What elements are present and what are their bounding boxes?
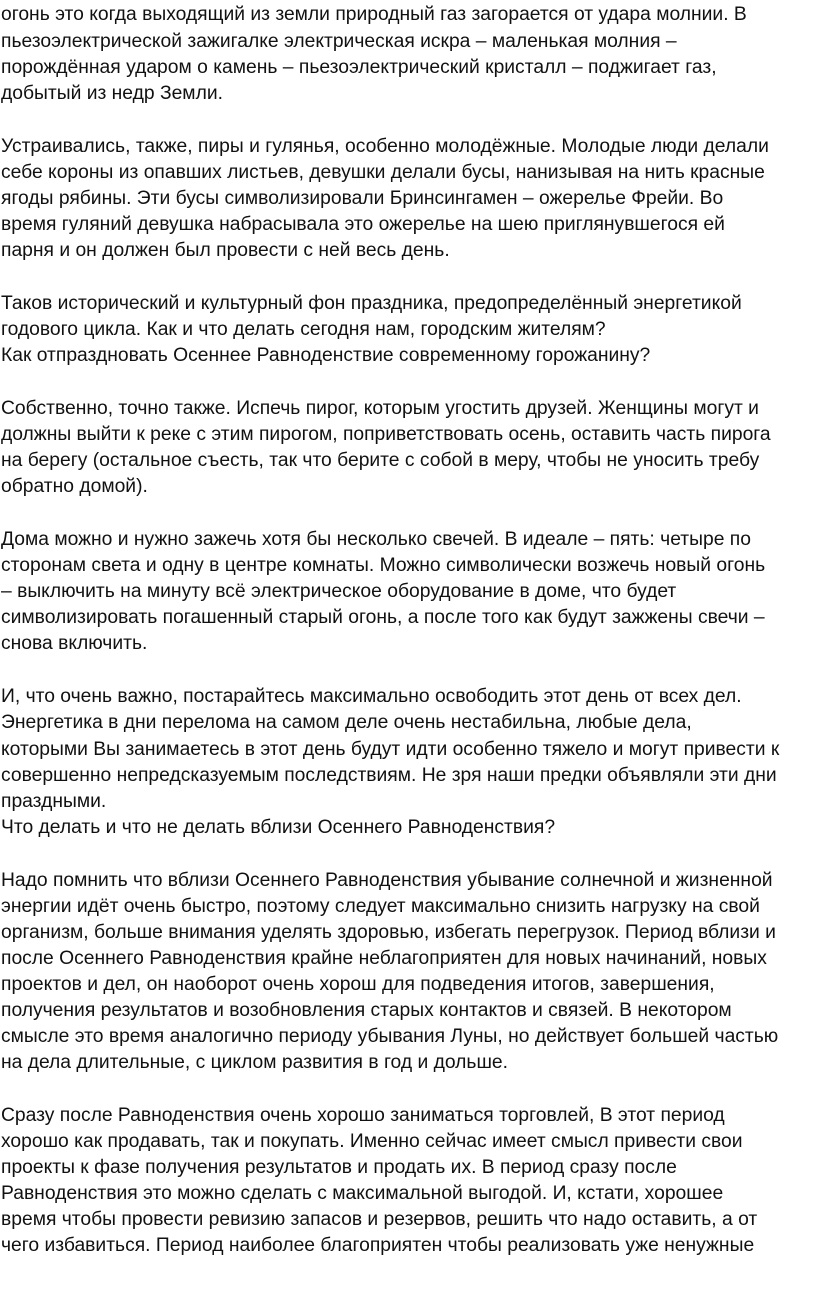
text-line: ягоды рябины. Эти бусы символизировали Бринсингамен – ожерелье Фрейи. Во [1, 188, 724, 209]
text-line: должны выйти к реке с этим пирогом, поприветствовать осень, оставить часть пирога [1, 424, 771, 445]
text-line: Что делать и что не делать вблизи Осеннего Равноденствия? [1, 817, 556, 838]
text-line: проектов и дел, он наоборот очень хорош для подведения итогов, завершения, [1, 974, 715, 995]
text-line: на дела длительные, с циклом развития в год и дольше. [1, 1052, 508, 1073]
text-line: Дома можно и нужно зажечь хотя бы несколько свечей. В идеале – пять: четыре по [1, 529, 751, 550]
text-line: символизировать погашенный старый огонь, а после того как будут зажжены свечи – [1, 607, 765, 628]
text-line: на берегу (остальное съесть, так что берите с собой в меру, чтобы не уносить требу [1, 450, 760, 471]
text-line: снова включить. [1, 633, 148, 654]
text-line: огонь это когда выходящий из земли природный газ загорается от удара молнии. В [1, 4, 747, 25]
text-line: порождённая ударом о камень – пьезоэлектрический кристалл – поджигает газ, [1, 57, 717, 78]
text-line: обратно домой). [1, 476, 148, 497]
text-line: совершенно непредсказуемым последствиям. Не зря наши предки объявляли эти дни [1, 765, 777, 786]
text-line: годового цикла. Как и что делать сегодня нам, городским жителям? [1, 319, 606, 340]
text-line: Таков исторический и культурный фон праздника, предопределённый энергетикой [1, 293, 742, 314]
text-line: время чтобы провести ревизию запасов и резервов, решить что надо оставить, а от [1, 1209, 758, 1230]
text-line: чего избавиться. Период наиболее благоприятен чтобы реализовать уже ненужные [1, 1235, 755, 1256]
text-line: сторонам света и одну в центре комнаты. Можно символически возжечь новый огонь [1, 555, 766, 576]
text-line: Как отпраздновать Осеннее Равноденствие современному горожанину? [1, 345, 651, 366]
text-line: проекты к фазе получения результатов и продать их. В период сразу после [1, 1157, 677, 1178]
text-line: Сразу после Равноденствия очень хорошо заниматься торговлей, В этот период [1, 1105, 725, 1126]
text-line: парня и он должен был провести с ней весь день. [1, 240, 450, 261]
text-line: время гуляний девушка набрасывала это ожерелье на шею приглянувшегося ей [1, 214, 725, 235]
text-line: себе короны из опавших листьев, девушки делали бусы, нанизывая на нить красные [1, 162, 765, 183]
text-line: Надо помнить что вблизи Осеннего Равноденствия убывание солнечной и жизненной [1, 870, 773, 891]
text-line: пьезоэлектрической зажигалке электрическая искра – маленькая молния – [1, 31, 677, 52]
text-line: И, что очень важно, постарайтесь максимально освободить этот день от всех дел. [1, 686, 742, 707]
text-line: Собственно, точно также. Испечь пирог, которым угостить друзей. Женщины могут и [1, 398, 759, 419]
text-line: получения результатов и возобновления старых контактов и связей. В некотором [1, 1000, 732, 1021]
text-line: после Осеннего Равноденствия крайне неблагоприятен для новых начинаний, новых [1, 948, 767, 969]
text-line: которыми Вы занимаетесь в этот день будут идти особенно тяжело и могут привести к [1, 739, 780, 760]
text-line: – выключить на минуту всё электрическое оборудование в доме, что будет [1, 581, 677, 602]
text-line: праздными. [1, 791, 107, 812]
text-line: энергии идёт очень быстро, поэтому следует максимально снизить нагрузку на свой [1, 896, 760, 917]
text-line: смысле это время аналогично периоду убывания Луны, но действует большей частью [1, 1026, 779, 1047]
text-line: хорошо как продавать, так и покупать. Именно сейчас имеет смысл привести свои [1, 1131, 743, 1152]
text-line: организм, больше внимания уделять здоровью, избегать перегрузок. Период вблизи и [1, 922, 776, 943]
text-line: Равноденствия это можно сделать с максимальной выгодой. И, кстати, хорошее [1, 1183, 724, 1204]
text-line: Устраивались, также, пиры и гулянья, особенно молодёжные. Молодые люди делали [1, 136, 769, 157]
text-line: добытый из недр Земли. [1, 83, 223, 104]
text-line: Энергетика в дни перелома на самом деле очень нестабильна, любые дела, [1, 712, 692, 733]
